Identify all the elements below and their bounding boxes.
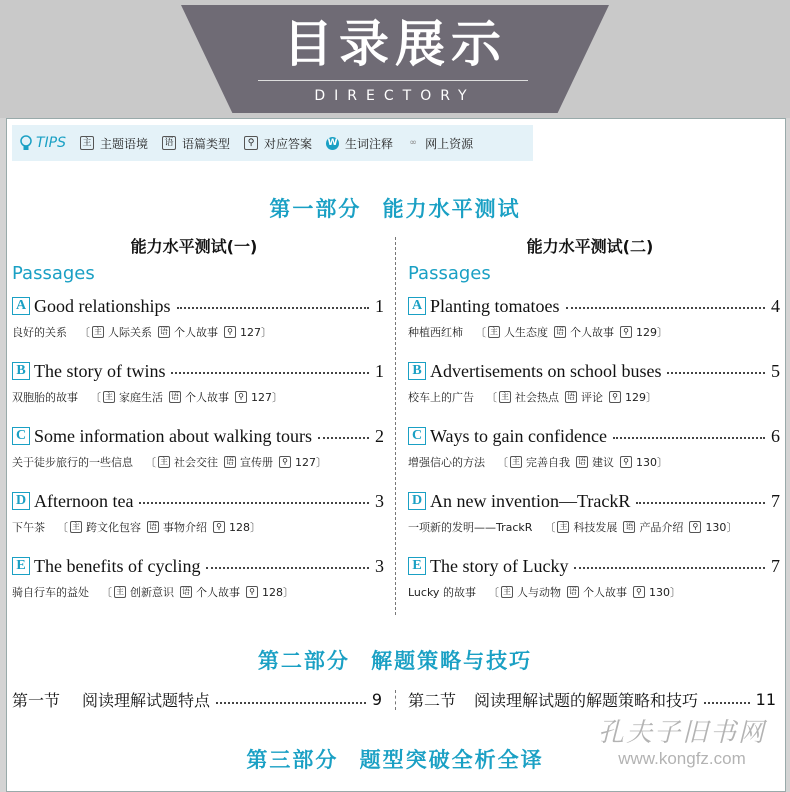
passages-label: Passages (12, 263, 95, 284)
passage-title: Good relationships (34, 295, 171, 316)
page-number: 11 (755, 690, 776, 709)
tips-item-theme (80, 135, 148, 152)
answer-page: 127 (295, 455, 316, 469)
part-two-title (0, 645, 790, 675)
bracket-close: 〕 (272, 391, 283, 404)
toc-entry[interactable] (408, 554, 780, 604)
bracket-close: 〕 (657, 326, 668, 339)
theme-icon: 主 (80, 136, 94, 150)
watermark-url: www.kongfz.com (618, 749, 746, 768)
part-number: 第二部分 (257, 649, 350, 673)
search-icon: ⚲ (609, 391, 621, 403)
genre-icon: 语 (162, 136, 176, 150)
answer-page: 129 (636, 325, 657, 339)
genre-icon: 语 (149, 522, 157, 531)
page-number: 5 (771, 360, 780, 381)
passage-letter: A (408, 297, 426, 315)
page-number: 7 (771, 490, 780, 511)
tips-item-genre (162, 135, 230, 152)
toc-entry[interactable] (12, 294, 384, 344)
theme-label: 家庭生活 (119, 391, 163, 404)
chinese-title: 双胞胎的故事 (12, 391, 78, 404)
bracket-open: 〔 (486, 391, 497, 404)
chinese-title: 增强信心的方法 (408, 456, 485, 469)
watermark (598, 712, 766, 769)
theme-icon: 主 (502, 587, 511, 596)
tips-item-online (407, 135, 473, 152)
passage-title: Advertisements on school buses (430, 360, 662, 381)
leader-dots (566, 307, 766, 309)
search-icon: ⚲ (246, 586, 258, 598)
passage-title: The story of Lucky (430, 555, 569, 576)
theme-label: 社会交往 (174, 456, 218, 469)
part-number: 第一部分 (269, 197, 362, 221)
page-number: 3 (375, 555, 384, 576)
bracket-close: 〕 (250, 521, 261, 534)
section-two-entry[interactable] (408, 688, 776, 711)
leader-dots (216, 702, 366, 704)
passage-letter: C (408, 427, 426, 445)
tips-label: 语篇类型 (182, 136, 231, 151)
bracket-open: 〔 (497, 456, 508, 469)
leader-dots (667, 372, 765, 374)
theme-icon: 主 (72, 522, 80, 531)
bracket-open: 〔 (101, 586, 112, 599)
passage-title: Planting tomatoes (430, 295, 560, 316)
theme-label: 人际关系 (108, 326, 152, 339)
toc-entry[interactable] (12, 554, 384, 604)
theme-label: 社会热点 (515, 391, 559, 404)
tips-label: 对应答案 (264, 136, 313, 151)
theme-icon: 主 (490, 327, 498, 336)
part-name: 能力水平测试 (382, 197, 521, 221)
section-number: 第一节 (12, 691, 61, 710)
bracket-open: 〔 (475, 326, 486, 339)
genre-label: 事物介绍 (163, 521, 207, 534)
leader-dots (574, 567, 765, 569)
bracket-open: 〔 (90, 391, 101, 404)
bracket-open: 〔 (57, 521, 68, 534)
bracket-open: 〔 (145, 456, 156, 469)
leader-dots (139, 502, 369, 504)
answer-page: 130 (636, 455, 657, 469)
passage-title: The benefits of cycling (34, 555, 201, 576)
genre-label: 个人故事 (196, 586, 240, 599)
passage-letter: B (408, 362, 426, 380)
bracket-open: 〔 (487, 586, 499, 599)
bracket-close: 〕 (669, 586, 681, 599)
theme-icon: 主 (116, 587, 124, 596)
theme-icon: 主 (501, 392, 509, 401)
passage-letter: E (408, 557, 426, 575)
chinese-title: 种植西红柿 (408, 326, 463, 339)
leader-dots (171, 372, 369, 374)
tips-item-vocab (326, 135, 393, 152)
toc-entry[interactable] (408, 294, 780, 344)
theme-label: 完善自我 (526, 456, 570, 469)
passage-letter: D (408, 492, 426, 510)
banner-rule (258, 80, 528, 81)
theme-label: 科技发展 (573, 521, 618, 534)
answer-page: 128 (229, 520, 250, 534)
bracket-open: 〔 (544, 521, 556, 534)
bracket-close: 〕 (657, 456, 668, 469)
tips-logo (12, 133, 80, 153)
part-name: 解题策略与技巧 (371, 649, 533, 673)
theme-icon: 主 (559, 522, 568, 531)
passage-title: Some information about walking tours (34, 425, 312, 446)
passage-title: The story of twins (34, 360, 166, 381)
page-number: 1 (375, 295, 384, 316)
bracket-close: 〕 (261, 326, 272, 339)
chinese-title: 骑自行车的益处 (12, 586, 89, 599)
toc-entry[interactable] (408, 489, 780, 539)
genre-label: 评论 (581, 391, 603, 404)
leader-dots (177, 307, 370, 309)
bracket-close: 〕 (646, 391, 657, 404)
bracket-close: 〕 (726, 521, 738, 534)
search-icon: ⚲ (689, 521, 701, 533)
answer-page: 127 (251, 390, 272, 404)
chinese-title: 关于徒步旅行的一些信息 (12, 456, 133, 469)
passage-letter: B (12, 362, 30, 380)
banner-subtitle: DIRECTORY (314, 88, 476, 104)
theme-icon: 主 (94, 327, 102, 336)
genre-icon: 语 (568, 587, 577, 596)
genre-icon: 语 (556, 327, 564, 336)
bracket-close: 〕 (283, 586, 294, 599)
link-icon: ∞ (409, 138, 417, 148)
page-number: 4 (771, 295, 780, 316)
leader-dots (318, 437, 369, 439)
tips-logo-text: TIPS (36, 135, 67, 151)
tips-item-answer (244, 135, 312, 152)
page-number: 3 (375, 490, 384, 511)
page-number: 6 (771, 425, 780, 446)
chinese-title: 校车上的广告 (408, 391, 474, 404)
word-icon: W (327, 137, 338, 148)
theme-icon: 主 (105, 392, 113, 401)
passage-letter: C (12, 427, 30, 445)
answer-page: 128 (262, 585, 283, 599)
toc-entry[interactable] (12, 489, 384, 539)
genre-icon: 语 (226, 457, 234, 466)
chinese-title: 一项新的发明——TrackR (408, 521, 533, 534)
genre-label: 个人故事 (174, 326, 218, 339)
genre-label: 个人故事 (185, 391, 229, 404)
answer-page: 129 (625, 390, 646, 404)
bracket-open: 〔 (79, 326, 90, 339)
passage-title: An new invention—TrackR (430, 490, 631, 511)
passage-title: Ways to gain confidence (430, 425, 607, 446)
search-icon: ⚲ (633, 586, 645, 598)
toc-entry[interactable] (408, 424, 780, 474)
part-one-title (0, 193, 790, 223)
toc-entry[interactable] (12, 424, 384, 474)
chinese-title: Lucky 的故事 (408, 586, 476, 599)
passage-title: Afternoon tea (34, 490, 134, 511)
passage-letter: D (12, 492, 30, 510)
banner-title: 目录展示 (283, 15, 507, 73)
genre-label: 产品介绍 (639, 521, 684, 534)
genre-label: 个人故事 (570, 326, 614, 339)
section-number: 第二节 (408, 691, 457, 710)
tips-label: 主题语境 (100, 136, 149, 151)
search-icon: ⚲ (620, 456, 632, 468)
section-divider (395, 690, 396, 710)
part-number: 第三部分 (246, 748, 339, 772)
passage-letter: A (12, 297, 30, 315)
theme-icon: 主 (160, 457, 168, 466)
leader-dots (704, 702, 750, 704)
search-icon: ⚲ (620, 326, 632, 338)
page-number: 9 (371, 690, 382, 709)
passage-letter: E (12, 557, 30, 575)
toc-entry[interactable] (408, 359, 780, 409)
part-name: 题型突破全析全译 (359, 748, 544, 772)
search-icon: ⚲ (213, 521, 225, 533)
section-one-entry[interactable] (12, 688, 382, 711)
genre-icon: 语 (182, 587, 190, 596)
genre-label: 个人故事 (582, 586, 627, 599)
chinese-title: 下午茶 (12, 521, 45, 534)
answer-page: 127 (240, 325, 261, 339)
tips-label: 生词注释 (345, 136, 394, 151)
page-number: 1 (375, 360, 384, 381)
section-title: 阅读理解试题的解题策略和技巧 (474, 691, 699, 710)
leader-dots (613, 437, 765, 439)
search-icon: ⚲ (244, 136, 258, 150)
genre-icon: 语 (567, 392, 575, 401)
theme-label: 人生态度 (504, 326, 548, 339)
answer-page: 130 (648, 585, 670, 599)
theme-icon: 主 (512, 457, 520, 466)
page-number: 2 (375, 425, 384, 446)
test-one-title: 能力水平测试(一) (130, 237, 258, 256)
genre-label: 建议 (592, 456, 614, 469)
genre-icon: 语 (171, 392, 179, 401)
column-divider (395, 237, 396, 615)
tips-label: 网上资源 (425, 136, 474, 151)
theme-label: 创新意识 (130, 586, 174, 599)
test-two-title: 能力水平测试(二) (526, 237, 654, 256)
leader-dots (636, 502, 765, 504)
answer-page: 130 (705, 520, 727, 534)
section-title: 阅读理解试题特点 (82, 691, 211, 710)
genre-icon: 语 (625, 522, 634, 531)
passages-label: Passages (408, 263, 491, 284)
theme-label: 跨文化包容 (86, 521, 141, 534)
page-number: 7 (771, 555, 780, 576)
tips-legend (12, 125, 533, 161)
chinese-title: 良好的关系 (12, 326, 67, 339)
theme-label: 人与动物 (516, 586, 561, 599)
search-icon: ⚲ (235, 391, 247, 403)
genre-label: 宣传册 (240, 456, 273, 469)
search-icon: ⚲ (279, 456, 291, 468)
lightbulb-icon (18, 133, 34, 153)
bracket-close: 〕 (316, 456, 327, 469)
toc-entry[interactable] (12, 359, 384, 409)
genre-icon: 语 (578, 457, 586, 466)
genre-icon: 语 (160, 327, 168, 336)
search-icon: ⚲ (224, 326, 236, 338)
watermark-name: 孔夫子旧书网 (597, 718, 766, 748)
leader-dots (206, 567, 369, 569)
